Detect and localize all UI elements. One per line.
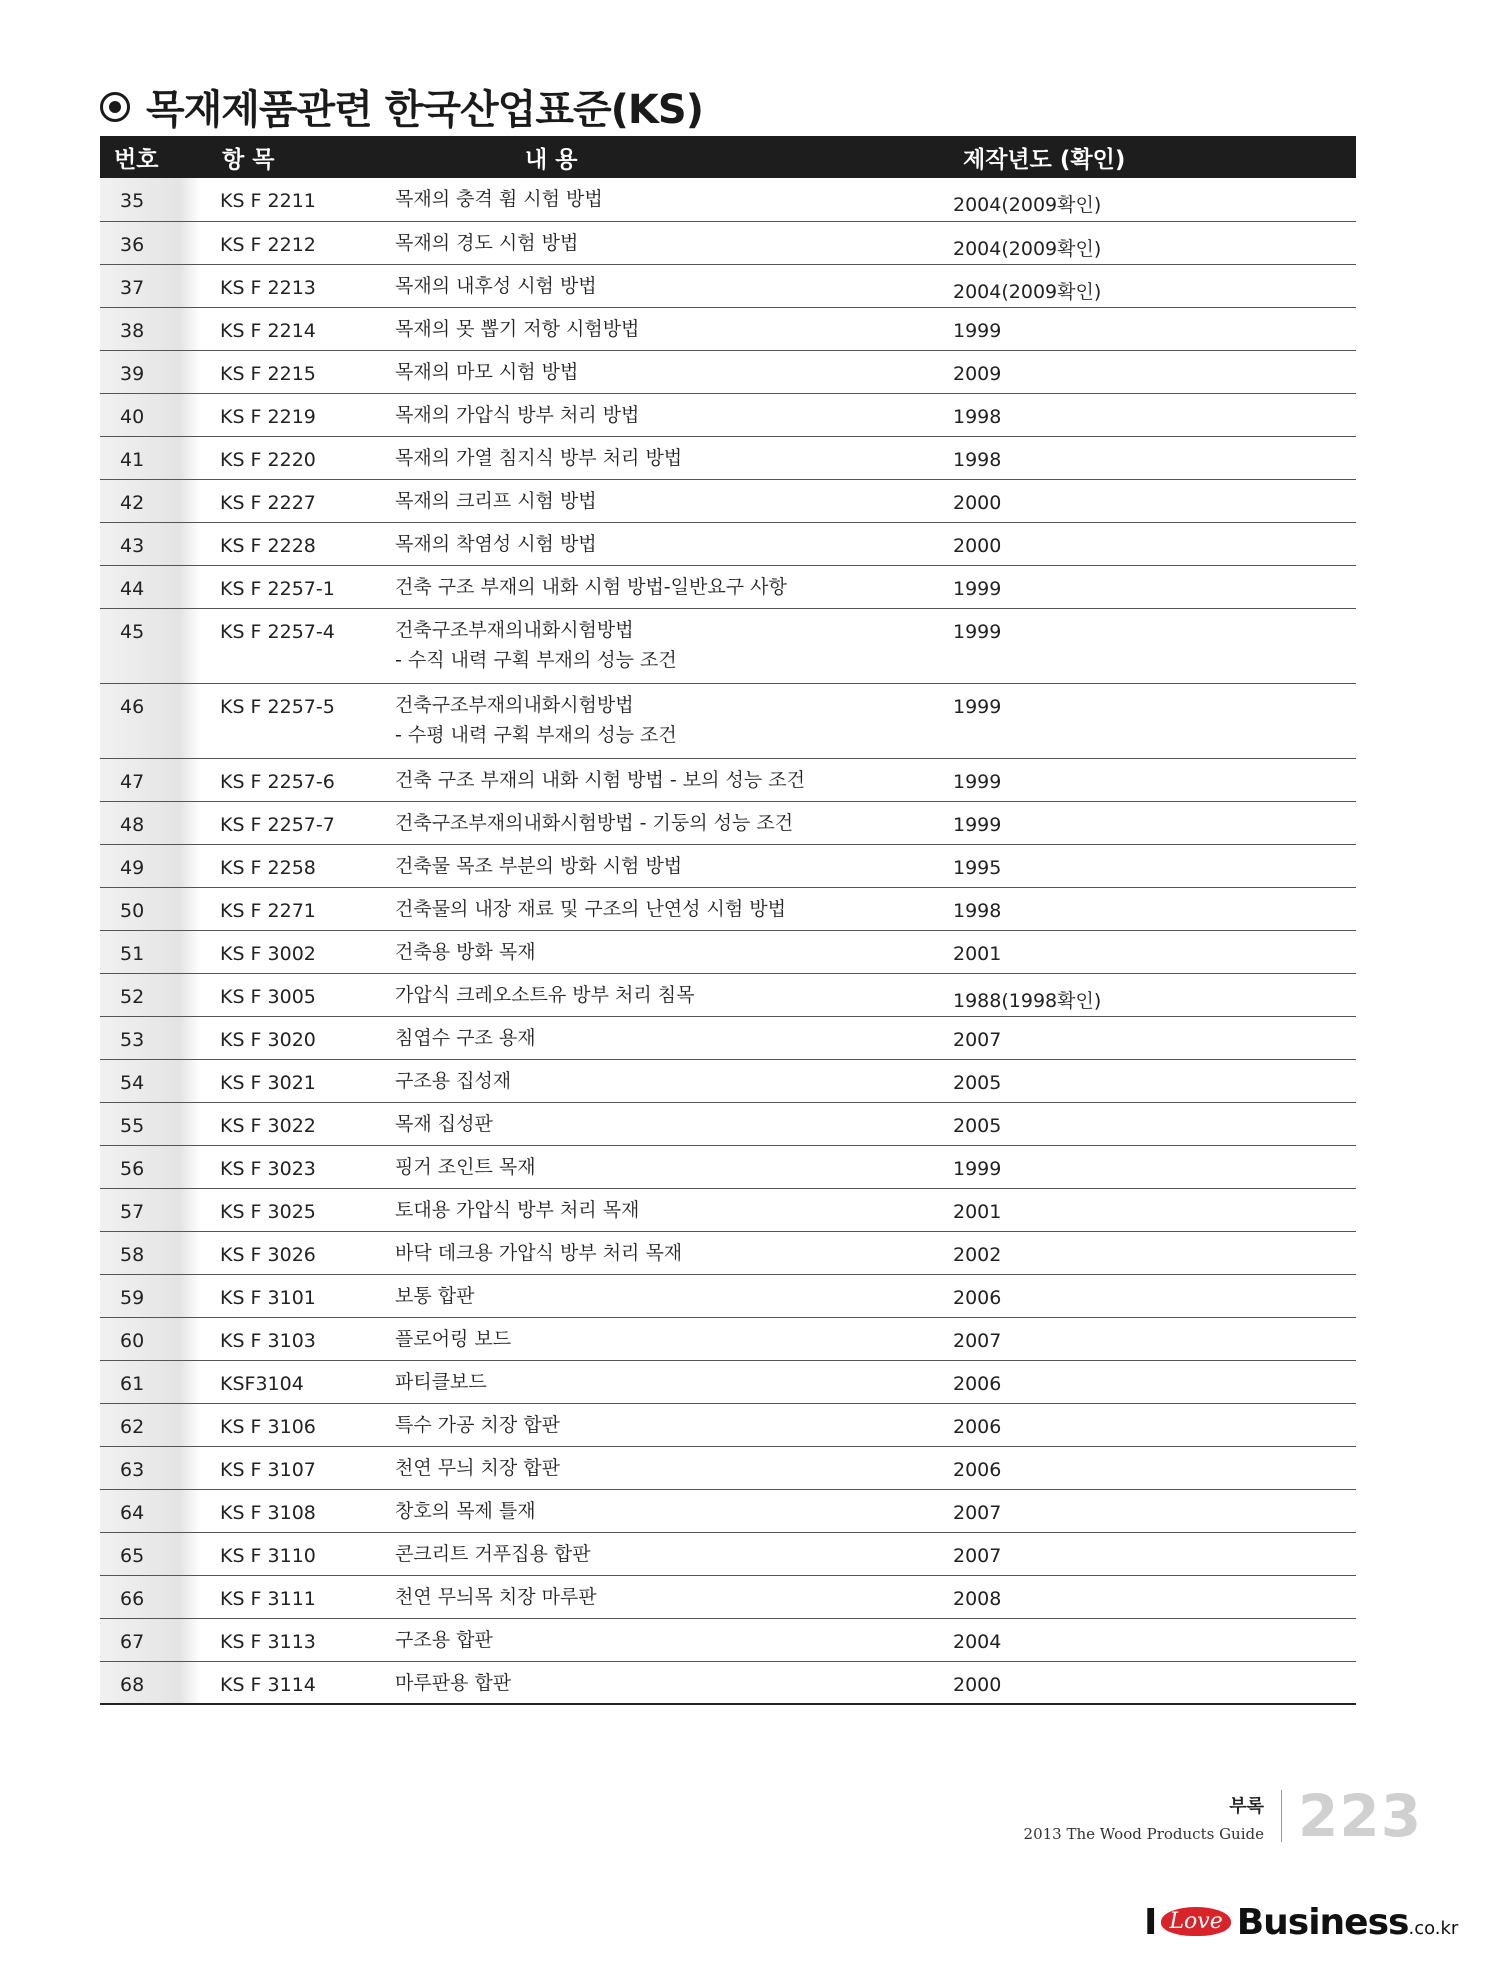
row-content	[395, 1360, 945, 1403]
row-year: 2009	[945, 350, 1356, 393]
row-year: 2007	[945, 1016, 1356, 1059]
table-row	[100, 393, 1356, 436]
table-row	[100, 801, 1356, 844]
row-code: KS F 3023	[200, 1145, 395, 1188]
row-content-line: 목재의 가열 침지식 방부 처리 방법	[395, 446, 683, 469]
row-content-line: 콘크리트 거푸집용 합판	[395, 1542, 591, 1565]
table-row	[100, 608, 1356, 683]
brand-love-heart: Love	[1161, 1907, 1230, 1936]
row-number: 62	[100, 1403, 200, 1446]
row-code: KS F 2219	[200, 393, 395, 436]
row-content	[395, 1016, 945, 1059]
table-row	[100, 1489, 1356, 1532]
row-code: KS F 3026	[200, 1231, 395, 1274]
row-content-line: 목재의 충격 휨 시험 방법	[395, 188, 603, 210]
row-content	[395, 1059, 945, 1102]
row-code: KS F 2227	[200, 479, 395, 522]
row-code: KS F 3020	[200, 1016, 395, 1059]
row-content	[395, 608, 945, 683]
row-code: KS F 3107	[200, 1446, 395, 1489]
footer-divider	[1281, 1790, 1282, 1842]
row-code: KS F 2257-6	[200, 758, 395, 801]
row-content	[395, 479, 945, 522]
table-row	[100, 1532, 1356, 1575]
row-year: 2004(2009확인)	[945, 221, 1356, 264]
section-label: 부록	[1229, 1796, 1264, 1817]
table-row	[100, 1102, 1356, 1145]
table-row	[100, 522, 1356, 565]
row-number: 49	[100, 844, 200, 887]
header-number: 번호	[100, 136, 200, 178]
row-year: 2008	[945, 1575, 1356, 1618]
row-content-line: 창호의 목제 틀재	[395, 1499, 536, 1522]
row-code: KS F 3021	[200, 1059, 395, 1102]
row-number: 35	[100, 178, 200, 221]
row-content	[395, 887, 945, 930]
row-content-line: 플로어링 보드	[395, 1327, 512, 1350]
row-year: 1999	[945, 758, 1356, 801]
row-number: 66	[100, 1575, 200, 1618]
row-content	[395, 1231, 945, 1274]
row-number: 53	[100, 1016, 200, 1059]
row-code: KS F 2257-4	[200, 608, 395, 683]
row-content	[395, 1661, 945, 1704]
row-year: 2006	[945, 1274, 1356, 1317]
row-year: 2001	[945, 1188, 1356, 1231]
row-content-line: 목재의 크리프 시험 방법	[395, 489, 597, 512]
table-row	[100, 1446, 1356, 1489]
row-content	[395, 1575, 945, 1618]
table-row	[100, 1575, 1356, 1618]
row-number: 51	[100, 930, 200, 973]
row-content-line: 침엽수 구조 용재	[395, 1026, 536, 1049]
brand-domain: .co.kr	[1408, 1918, 1459, 1939]
row-code: KS F 3002	[200, 930, 395, 973]
row-content-line: 건축 구조 부재의 내화 시험 방법 - 보의 성능 조건	[395, 768, 805, 791]
row-code: KS F 2211	[200, 178, 395, 221]
row-year: 1999	[945, 801, 1356, 844]
row-code: KS F 2215	[200, 350, 395, 393]
row-content	[395, 1446, 945, 1489]
row-content-line: 파티클보드	[395, 1370, 487, 1393]
row-code: KS F 3022	[200, 1102, 395, 1145]
row-content-line: 목재의 마모 시험 방법	[395, 360, 579, 383]
row-content	[395, 973, 945, 1016]
row-year: 2004(2009확인)	[945, 264, 1356, 307]
row-code: KS F 2257-7	[200, 801, 395, 844]
row-number: 46	[100, 683, 200, 758]
row-content-subline: - 수평 내력 구획 부재의 성능 조건	[395, 723, 677, 746]
row-content-line: 건축물 목조 부분의 방화 시험 방법	[395, 854, 683, 877]
row-code: KS F 3110	[200, 1532, 395, 1575]
row-year: 1998	[945, 436, 1356, 479]
row-number: 36	[100, 221, 200, 264]
row-content-line: 건축구조부재의내화시험방법	[395, 618, 634, 641]
row-number: 54	[100, 1059, 200, 1102]
row-number: 67	[100, 1618, 200, 1661]
row-code: KS F 2258	[200, 844, 395, 887]
row-number: 61	[100, 1360, 200, 1403]
table-row	[100, 1403, 1356, 1446]
row-year: 1999	[945, 307, 1356, 350]
header-year: 제작년도 (확인)	[945, 136, 1356, 178]
row-year: 2007	[945, 1489, 1356, 1532]
row-number: 42	[100, 479, 200, 522]
row-content	[395, 1188, 945, 1231]
row-content-line: 목재의 가압식 방부 처리 방법	[395, 403, 640, 426]
table-row	[100, 1360, 1356, 1403]
row-content	[395, 1489, 945, 1532]
row-content-line: 목재 집성판	[395, 1112, 493, 1135]
row-content	[395, 178, 945, 221]
row-code: KS F 3113	[200, 1618, 395, 1661]
table-row	[100, 1059, 1356, 1102]
row-content	[395, 1145, 945, 1188]
row-content	[395, 264, 945, 307]
row-year: 1999	[945, 565, 1356, 608]
row-content	[395, 1317, 945, 1360]
row-content	[395, 565, 945, 608]
row-content	[395, 1532, 945, 1575]
row-content-line: 건축 구조 부재의 내화 시험 방법-일반요구 사항	[395, 575, 787, 598]
guide-title: 2013 The Wood Products Guide	[1023, 1825, 1264, 1843]
row-content	[395, 436, 945, 479]
row-number: 41	[100, 436, 200, 479]
row-year: 2006	[945, 1403, 1356, 1446]
row-number: 40	[100, 393, 200, 436]
table-row	[100, 178, 1356, 221]
table-row	[100, 973, 1356, 1016]
row-content-line: 보통 합판	[395, 1284, 475, 1307]
row-content-line: 마루판용 합판	[395, 1671, 512, 1694]
row-content-line: 구조용 집성재	[395, 1069, 512, 1092]
row-content-line: 핑거 조인트 목재	[395, 1155, 536, 1178]
row-content	[395, 1618, 945, 1661]
row-number: 38	[100, 307, 200, 350]
row-content-line: 토대용 가압식 방부 처리 목재	[395, 1198, 640, 1221]
row-code: KS F 3025	[200, 1188, 395, 1231]
page-number: 223	[1298, 1782, 1423, 1850]
table-row	[100, 565, 1356, 608]
row-content	[395, 1274, 945, 1317]
row-code: KS F 3114	[200, 1661, 395, 1704]
row-code: KS F 3106	[200, 1403, 395, 1446]
brand-logo	[1144, 1902, 1458, 1943]
table-row	[100, 930, 1356, 973]
row-code: KS F 2214	[200, 307, 395, 350]
row-number: 47	[100, 758, 200, 801]
row-code: KS F 2212	[200, 221, 395, 264]
header-content: 내 용	[395, 136, 945, 178]
row-code: KS F 2228	[200, 522, 395, 565]
row-content-line: 건축구조부재의내화시험방법	[395, 693, 634, 716]
row-year: 2000	[945, 479, 1356, 522]
row-number: 45	[100, 608, 200, 683]
row-year: 2006	[945, 1360, 1356, 1403]
row-content-line: 건축용 방화 목재	[395, 940, 536, 963]
table-row	[100, 758, 1356, 801]
row-year: 1995	[945, 844, 1356, 887]
row-year: 2005	[945, 1059, 1356, 1102]
table-row	[100, 887, 1356, 930]
page-title	[100, 78, 703, 135]
row-code: KS F 3108	[200, 1489, 395, 1532]
row-number: 57	[100, 1188, 200, 1231]
row-year: 1998	[945, 393, 1356, 436]
row-year: 1999	[945, 683, 1356, 758]
table-row	[100, 1231, 1356, 1274]
row-content	[395, 930, 945, 973]
row-number: 50	[100, 887, 200, 930]
row-number: 52	[100, 973, 200, 1016]
row-number: 44	[100, 565, 200, 608]
row-content	[395, 221, 945, 264]
row-year: 2006	[945, 1446, 1356, 1489]
table-row	[100, 1016, 1356, 1059]
row-code: KS F 2220	[200, 436, 395, 479]
table-row	[100, 1618, 1356, 1661]
row-content	[395, 758, 945, 801]
row-number: 48	[100, 801, 200, 844]
row-content	[395, 683, 945, 758]
row-content-line: 바닥 데크용 가압식 방부 처리 목재	[395, 1241, 683, 1264]
row-content	[395, 844, 945, 887]
row-content	[395, 350, 945, 393]
row-number: 64	[100, 1489, 200, 1532]
row-content-line: 구조용 합판	[395, 1628, 493, 1651]
row-year: 2000	[945, 522, 1356, 565]
row-content	[395, 801, 945, 844]
row-number: 59	[100, 1274, 200, 1317]
row-code: KS F 3101	[200, 1274, 395, 1317]
table-row	[100, 307, 1356, 350]
row-code: KS F 2257-1	[200, 565, 395, 608]
table-row	[100, 1188, 1356, 1231]
row-code: KS F 2213	[200, 264, 395, 307]
header-item: 항 목	[200, 136, 395, 178]
row-content-line: 건축구조부재의내화시험방법 - 기둥의 성능 조건	[395, 811, 794, 834]
row-code: KS F 3111	[200, 1575, 395, 1618]
table-row	[100, 1317, 1356, 1360]
row-year: 1999	[945, 608, 1356, 683]
row-year: 2001	[945, 930, 1356, 973]
row-content-line: 건축물의 내장 재료 및 구조의 난연성 시험 방법	[395, 897, 787, 920]
row-code: KS F 2257-5	[200, 683, 395, 758]
table-row	[100, 221, 1356, 264]
row-year: 1998	[945, 887, 1356, 930]
row-code: KSF3104	[200, 1360, 395, 1403]
row-content	[395, 307, 945, 350]
row-content-line: 목재의 경도 시험 방법	[395, 231, 579, 254]
table-row	[100, 1274, 1356, 1317]
table-row	[100, 479, 1356, 522]
row-year: 2004	[945, 1618, 1356, 1661]
row-number: 63	[100, 1446, 200, 1489]
page-title-text: 목재제품관련 한국산업표준(KS)	[146, 87, 703, 133]
row-content	[395, 522, 945, 565]
row-year: 1999	[945, 1145, 1356, 1188]
row-number: 68	[100, 1661, 200, 1704]
row-number: 37	[100, 264, 200, 307]
row-content-line: 목재의 못 뽑기 저항 시험방법	[395, 317, 640, 340]
table-row	[100, 350, 1356, 393]
row-number: 43	[100, 522, 200, 565]
row-year: 2007	[945, 1317, 1356, 1360]
row-year: 1988(1998확인)	[945, 973, 1356, 1016]
row-number: 39	[100, 350, 200, 393]
row-code: KS F 2271	[200, 887, 395, 930]
row-content-line: 천연 무늬 치장 합판	[395, 1456, 560, 1479]
brand-business: Business	[1236, 1902, 1409, 1943]
row-content-line: 목재의 내후성 시험 방법	[395, 274, 597, 297]
row-content-line: 특수 가공 치장 합판	[395, 1413, 560, 1436]
row-year: 2004(2009확인)	[945, 178, 1356, 221]
table-row	[100, 844, 1356, 887]
row-content-subline: - 수직 내력 구획 부재의 성능 조건	[395, 648, 677, 671]
row-number: 58	[100, 1231, 200, 1274]
row-code: KS F 3103	[200, 1317, 395, 1360]
row-year: 2000	[945, 1661, 1356, 1704]
table-row	[100, 1661, 1356, 1704]
row-number: 60	[100, 1317, 200, 1360]
table-row	[100, 264, 1356, 307]
row-content-line: 천연 무늬목 치장 마루판	[395, 1585, 597, 1608]
table-header-row	[100, 136, 1356, 178]
row-content	[395, 393, 945, 436]
row-code: KS F 3005	[200, 973, 395, 1016]
row-year: 2005	[945, 1102, 1356, 1145]
row-year: 2007	[945, 1532, 1356, 1575]
brand-i: I	[1144, 1902, 1158, 1943]
table-row	[100, 436, 1356, 479]
row-content	[395, 1403, 945, 1446]
row-content-line: 목재의 착염성 시험 방법	[395, 532, 597, 555]
table-row	[100, 683, 1356, 758]
target-bullet-icon	[100, 92, 130, 122]
row-number: 56	[100, 1145, 200, 1188]
ks-standards-table	[100, 136, 1356, 1705]
row-number: 65	[100, 1532, 200, 1575]
row-number: 55	[100, 1102, 200, 1145]
row-year: 2002	[945, 1231, 1356, 1274]
row-content	[395, 1102, 945, 1145]
table-row	[100, 1145, 1356, 1188]
row-content-line: 가압식 크레오소트유 방부 처리 침목	[395, 983, 695, 1006]
